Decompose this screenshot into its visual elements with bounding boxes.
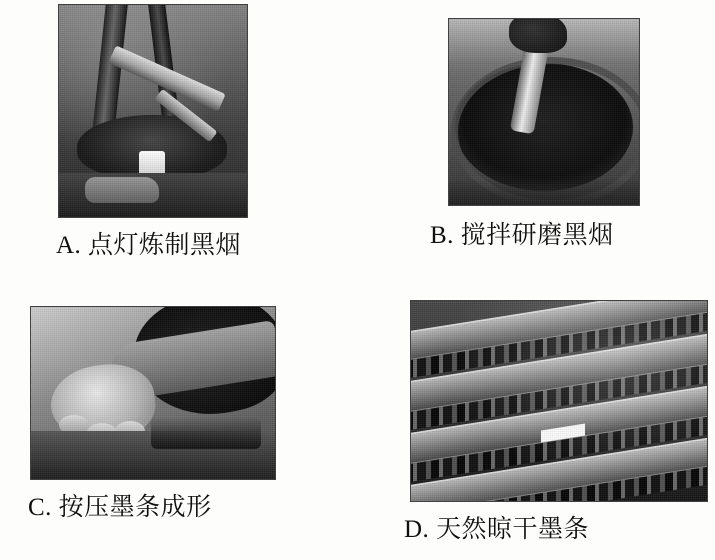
figure-caption-d: D. 天然晾干墨条 (404, 516, 590, 543)
figure-caption-b: B. 搅拌研磨黑烟 (430, 222, 614, 249)
photo-d-film-grain (411, 301, 707, 501)
figure-panel-c (28, 306, 328, 522)
figure-caption-a: A. 点灯炼制黑烟 (56, 232, 242, 259)
stirring-grinding-soot-photo (448, 18, 640, 206)
natural-drying-ink-sticks-photo (410, 300, 708, 502)
figure-panel-b (430, 18, 710, 250)
figure-panel-d (404, 300, 704, 544)
pressing-ink-stick-photo (30, 306, 276, 480)
photo-b-film-grain (449, 19, 639, 205)
figure-panel-a (56, 4, 356, 260)
photo-c-film-grain (31, 307, 275, 479)
photo-a-film-grain (59, 5, 247, 217)
lamp-soot-collection-photo (58, 4, 248, 218)
figure-caption-c: C. 按压墨条成形 (28, 494, 212, 521)
